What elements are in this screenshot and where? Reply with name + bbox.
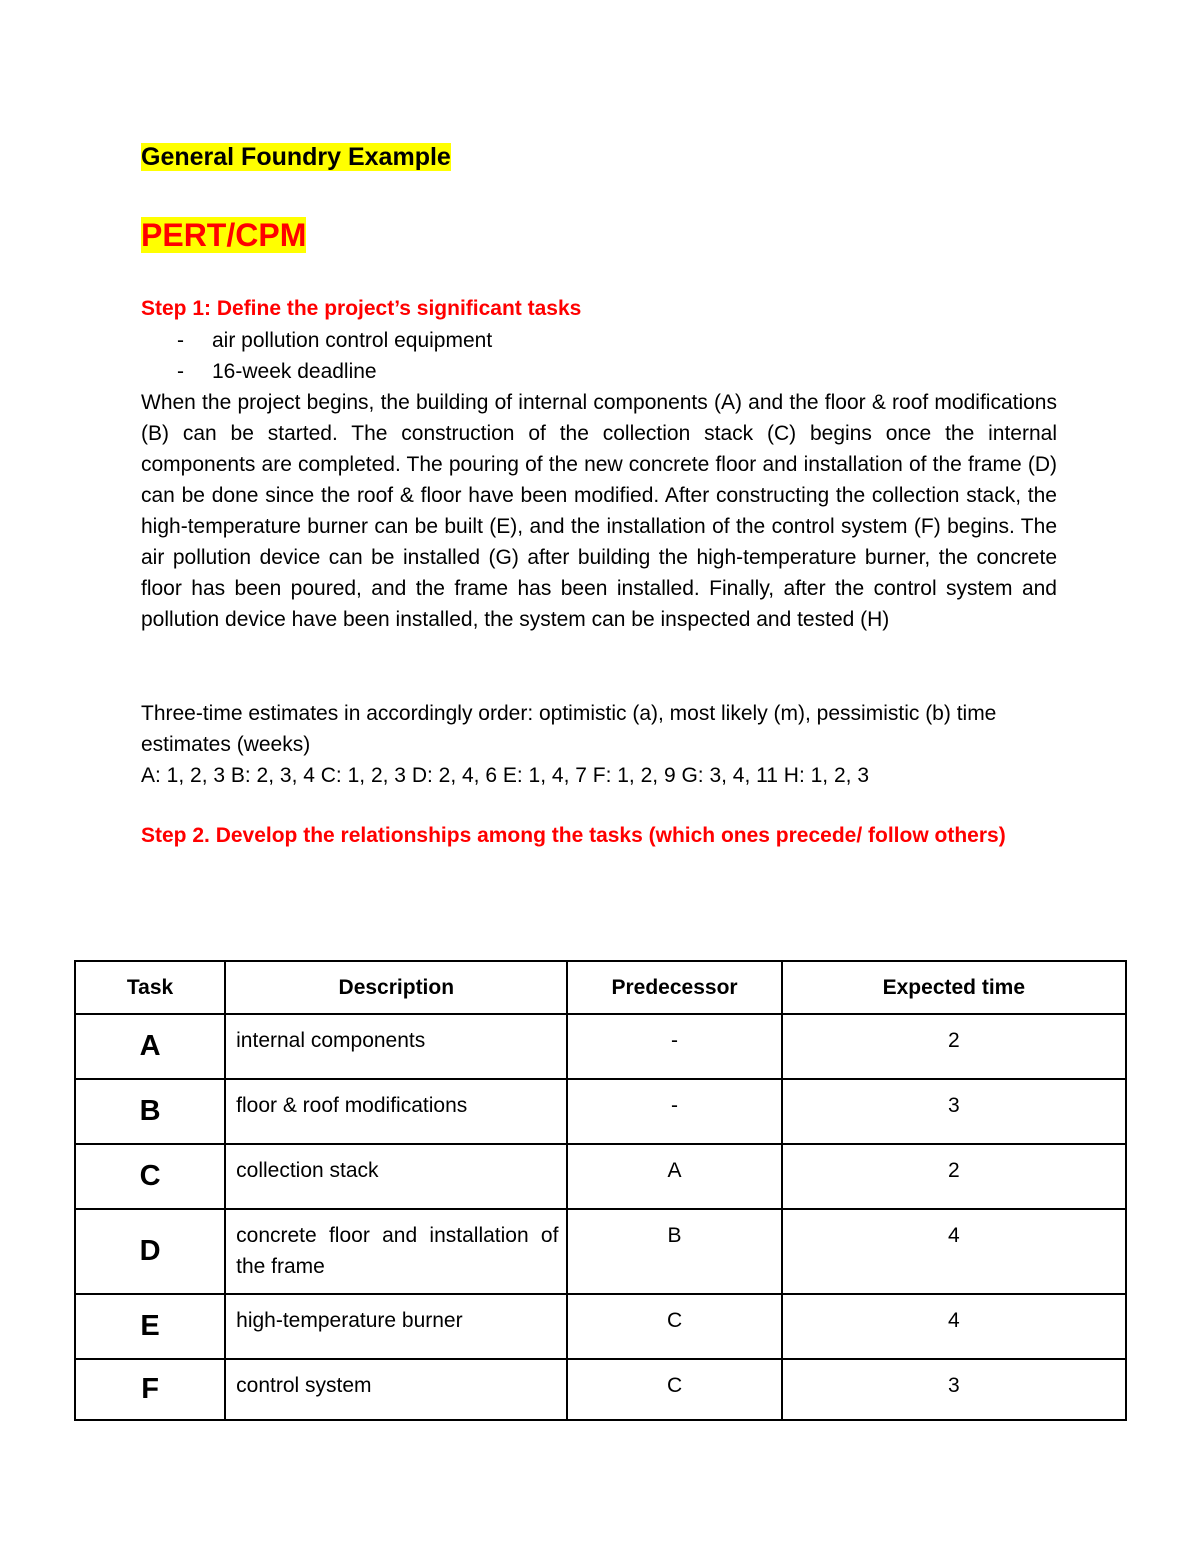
table-row — [75, 1294, 1126, 1359]
task-predecessor: B — [567, 1209, 781, 1294]
table-row — [75, 1079, 1126, 1144]
step1-bullet-list — [141, 325, 492, 387]
task-description: collection stack — [225, 1144, 567, 1209]
table-row — [75, 1014, 1126, 1079]
bullet-item — [141, 325, 492, 356]
task-id: C — [75, 1144, 225, 1209]
task-description: control system — [225, 1359, 567, 1420]
task-expected-time: 2 — [782, 1144, 1126, 1209]
table-row — [75, 1144, 1126, 1209]
estimates-values: A: 1, 2, 3 B: 2, 3, 4 C: 1, 2, 3 D: 2, 4, 6 E: 1, 4, 7 F: 1, 2, 9 G: 3, 4, 11 H: 1, 2, 3 — [141, 764, 869, 787]
bullet-marker: - — [177, 360, 184, 383]
estimates-intro: Three-time estimates in accordingly order: optimistic (a), most likely (m), pessimistic (b) time estimates (weeks) — [141, 702, 997, 756]
task-id: D — [75, 1209, 225, 1294]
task-id: B — [75, 1079, 225, 1144]
document-title — [141, 139, 451, 175]
title-highlight: General Foundry Example — [141, 143, 451, 171]
task-id: A — [75, 1014, 225, 1079]
bullet-text: 16-week deadline — [212, 360, 377, 383]
header-description: Description — [225, 961, 567, 1014]
bullet-marker: - — [177, 329, 184, 352]
task-predecessor: A — [567, 1144, 781, 1209]
task-id: E — [75, 1294, 225, 1359]
step2-heading: Step 2. Develop the relationships among the tasks (which ones precede/ follow others) — [141, 824, 1006, 847]
bullet-item — [141, 356, 492, 387]
task-expected-time: 4 — [782, 1294, 1126, 1359]
task-expected-time: 2 — [782, 1014, 1126, 1079]
task-description: high-temperature burner — [225, 1294, 567, 1359]
task-description: internal components — [225, 1014, 567, 1079]
task-expected-time: 3 — [782, 1359, 1126, 1420]
header-task: Task — [75, 961, 225, 1014]
table-row — [75, 1209, 1126, 1294]
task-expected-time: 3 — [782, 1079, 1126, 1144]
document-subtitle — [141, 213, 306, 257]
task-description: concrete floor and installation of the frame — [225, 1209, 567, 1294]
bullet-text: air pollution control equipment — [212, 329, 493, 352]
subtitle-highlight: PERT/CPM — [141, 217, 307, 253]
task-predecessor: C — [567, 1294, 781, 1359]
table-header-row — [75, 961, 1126, 1014]
task-predecessor: C — [567, 1359, 781, 1420]
task-expected-time: 4 — [782, 1209, 1126, 1294]
task-id: F — [75, 1359, 225, 1420]
task-description: floor & roof modifications — [225, 1079, 567, 1144]
table-row — [75, 1359, 1126, 1420]
task-predecessor: - — [567, 1079, 781, 1144]
task-table — [74, 960, 1127, 1421]
step1-paragraph: When the project begins, the building of internal components (A) and the floor & roof modifications (B) can be started. The construction of the collection stack (C) begins once the internal components are completed. The pouring of the new concrete floor and installation of the frame (D) can be done since the roof & floor have been modified. After constructing the collection stack, the high-temperature burner can be built (E), and the installation of the control system (F) begins. The air pollution device can be installed (G) after building the high-temperature burner, the concrete floor has been poured, and the frame has been installed. Finally, after the control system and pollution device have been installed, the system can be inspected and tested (H) — [141, 391, 1057, 631]
step1-heading: Step 1: Define the project’s significant tasks — [141, 297, 582, 320]
task-predecessor: - — [567, 1014, 781, 1079]
header-expected-time: Expected time — [782, 961, 1126, 1014]
header-predecessor: Predecessor — [567, 961, 781, 1014]
